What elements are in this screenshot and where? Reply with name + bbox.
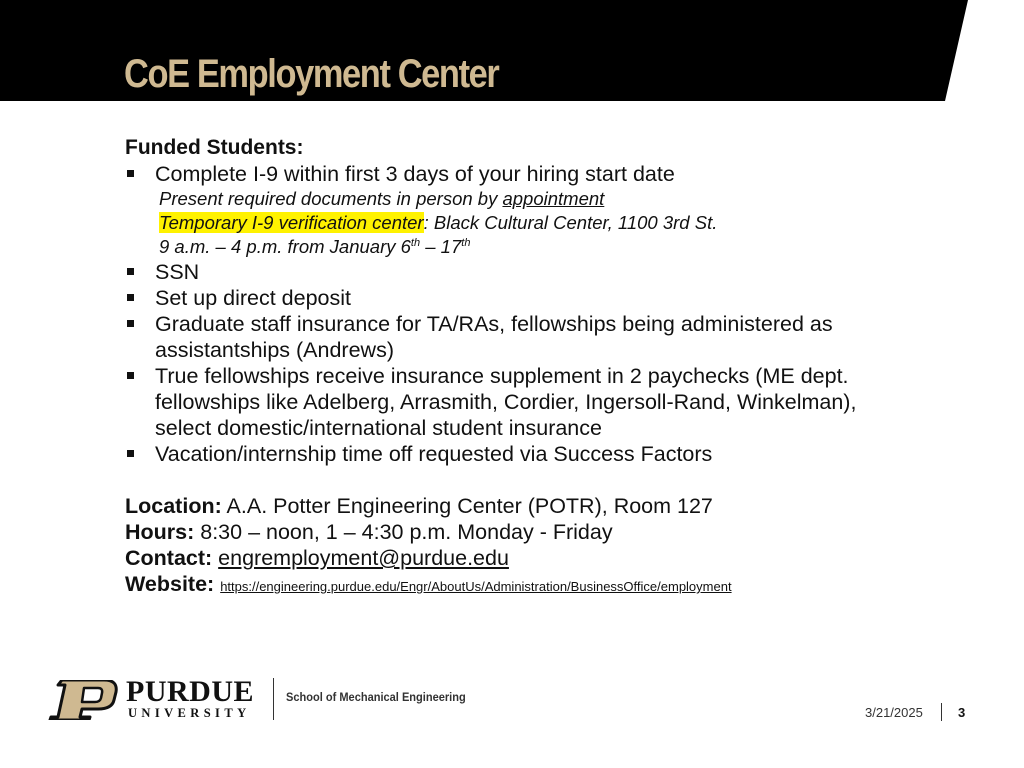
bullet-text: SSN [155, 260, 200, 284]
slide-title: CoE Employment Center [124, 52, 499, 96]
bullet-vacation [125, 441, 885, 467]
contact-row [125, 545, 885, 571]
bullet-square-icon [127, 294, 134, 301]
bullet-square-icon [127, 372, 134, 379]
footer-divider [941, 703, 942, 721]
bullet-text: Vacation/internship time off requested via Success Factors [155, 442, 713, 466]
bullet-text: True fellowships receive insurance supplement in 2 paychecks (ME dept. fellowships like Adelberg, Arrasmith, Cordier, Ingersoll-Rand, Winkelman), select domestic/international student insurance [155, 364, 857, 440]
ordinal-suffix: th [461, 236, 471, 249]
location-row [125, 493, 885, 519]
purdue-p-logo-icon [48, 680, 118, 720]
school-name: School of Mechanical Engineering [286, 690, 466, 704]
highlighted-verification-center: Temporary I-9 verification center [159, 212, 424, 233]
verification-center-address: : Black Cultural Center, 1100 3rd St. [423, 212, 718, 233]
bullet-direct-deposit [125, 285, 885, 311]
i9-detail-line-2 [159, 211, 885, 235]
website-label: Website: [125, 572, 215, 596]
bullet-ssn [125, 259, 885, 285]
hours-row [125, 519, 885, 545]
more-bullets-list [125, 259, 885, 467]
bullet-text: Set up direct deposit [155, 286, 352, 310]
university-wordmark: UNIVERSITY [128, 706, 251, 720]
location-value: A.A. Potter Engineering Center (POTR), Room 127 [221, 494, 713, 518]
slide-date: 3/21/2025 [865, 705, 923, 720]
i9-detail-text: Present required documents in person by [159, 188, 503, 209]
funded-students-heading: Funded Students: [125, 136, 304, 159]
i9-details [125, 187, 885, 259]
bullet-text: Complete I-9 within first 3 days of your hiring start date [155, 162, 675, 186]
page-number: 3 [958, 705, 966, 720]
website-row [125, 571, 885, 600]
hours-label: Hours: [125, 520, 195, 544]
bullet-fellowships [125, 363, 885, 441]
bullet-i9 [125, 161, 885, 187]
hours-value: 8:30 – noon, 1 – 4:30 p.m. Monday - Friday [194, 520, 613, 544]
bullet-square-icon [127, 320, 134, 327]
location-label: Location: [125, 494, 222, 518]
contact-email-link[interactable]: engremployment@purdue.edu [218, 546, 509, 570]
contact-label: Contact: [125, 546, 213, 570]
funded-bullet-list [125, 161, 885, 187]
i9-detail-line-1 [159, 187, 885, 211]
i9-detail-line-3 [159, 235, 885, 259]
appointment-link[interactable]: appointment [502, 188, 605, 209]
bullet-square-icon [127, 450, 134, 457]
bullet-square-icon [127, 170, 134, 177]
purdue-logo-lockup [48, 676, 468, 721]
bullet-square-icon [127, 268, 134, 275]
slide-content [125, 135, 885, 600]
bullet-text: Graduate staff insurance for TA/RAs, fellowships being administered as assistantships (Andrews) [155, 312, 833, 362]
purdue-wordmark: PURDUE [126, 675, 254, 708]
contact-info [125, 493, 885, 600]
dates-text-a: 9 a.m. – 4 p.m. from January 6 [159, 236, 411, 257]
logo-divider [273, 678, 274, 720]
dates-text-b: – 17 [420, 236, 462, 257]
website-link[interactable]: https://engineering.purdue.edu/Engr/AboutUs/Administration/BusinessOffice/employment [220, 579, 732, 594]
bullet-staff-insurance [125, 311, 885, 363]
ordinal-suffix: th [410, 236, 421, 249]
